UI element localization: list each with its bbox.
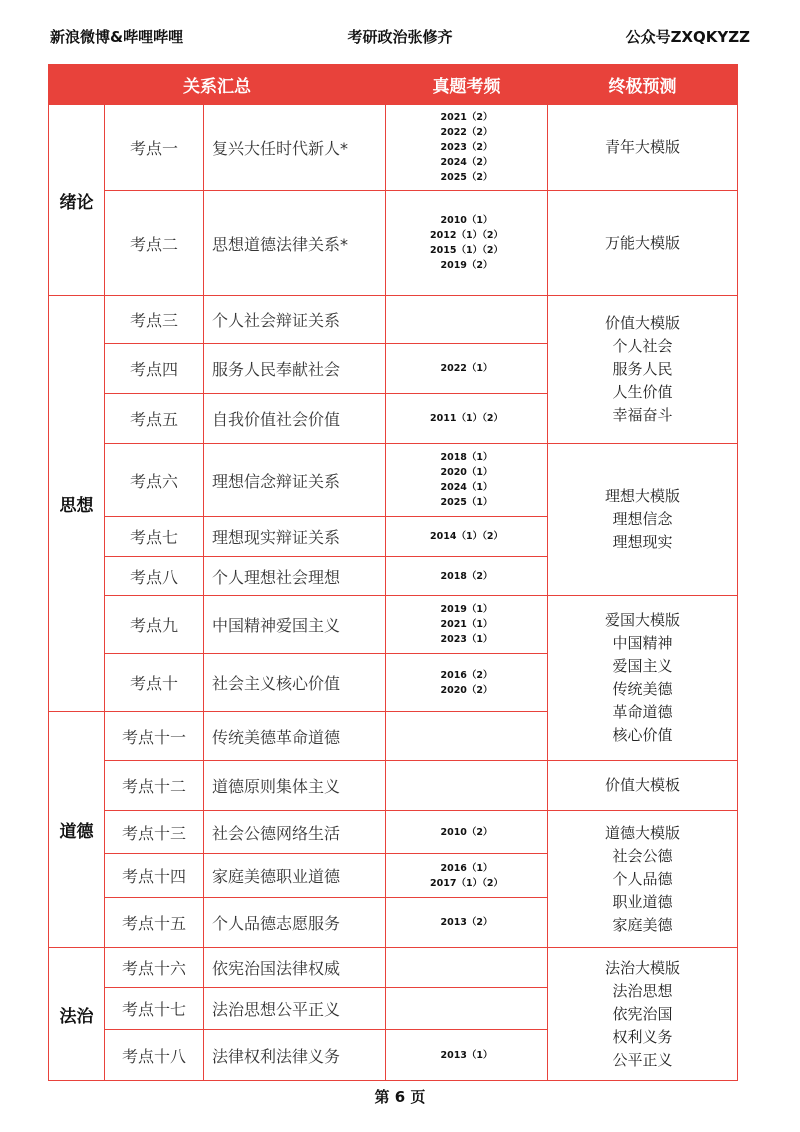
- exam-frequency-cell: [386, 557, 548, 596]
- prediction-line: 权利义务: [612, 1027, 673, 1046]
- topic-text: 法律权利法律义务: [204, 1030, 386, 1081]
- kaodian-label: 考点十八: [105, 1030, 204, 1081]
- exam-frequency-cell: [386, 105, 548, 191]
- prediction-cell: [548, 296, 738, 444]
- prediction-cell: [548, 948, 738, 1081]
- prediction-line: 理想大模版: [604, 487, 680, 505]
- prediction-cell: [548, 761, 738, 811]
- kaodian-label: 考点十一: [105, 712, 204, 761]
- frequency-line: 2012（1）（2）: [430, 230, 503, 241]
- prediction-line: 爱国主义: [612, 657, 673, 675]
- section-label: 绪论: [49, 105, 105, 296]
- prediction-line: 幸福奋斗: [612, 406, 673, 424]
- topic-text: 社会主义核心价值: [204, 654, 386, 712]
- prediction-line: 价值大模板: [604, 776, 680, 794]
- kaodian-label: 考点十二: [105, 761, 204, 811]
- header-right-text: 公众号ZXQKYZZ: [625, 28, 750, 46]
- frequency-line: 2025（1）: [440, 497, 493, 508]
- prediction-line: 核心价值: [612, 726, 673, 744]
- frequency-line: 2023（2）: [440, 142, 493, 153]
- prediction-line: 价值大模版: [604, 314, 680, 332]
- column-header-prediction: 终极预测: [548, 65, 738, 105]
- frequency-line: 2016（1）: [440, 862, 493, 874]
- topic-text: 复兴大任时代新人*: [204, 105, 386, 191]
- frequency-line: 2020（2）: [440, 684, 493, 696]
- frequency-line: 2025（2）: [440, 172, 493, 183]
- frequency-line: 2014（1）（2）: [430, 531, 503, 542]
- topic-text: 服务人民奉献社会: [204, 344, 386, 394]
- section-label: 道德: [49, 712, 105, 948]
- kaodian-label: 考点三: [105, 296, 204, 344]
- kaodian-label: 考点九: [105, 596, 204, 654]
- frequency-line: 2021（2）: [440, 112, 493, 123]
- kaodian-label: 考点四: [105, 344, 204, 394]
- exam-frequency-cell: [386, 761, 548, 811]
- prediction-line: 个人社会: [612, 337, 673, 355]
- frequency-line: 2024（1）: [440, 482, 493, 493]
- prediction-line: 道德大模版: [604, 823, 680, 842]
- prediction-line: 公平正义: [612, 1050, 673, 1069]
- table-row: [49, 948, 738, 988]
- kaodian-label: 考点十四: [105, 854, 204, 898]
- frequency-line: 2013（1）: [440, 1049, 493, 1061]
- exam-frequency-cell: [386, 1030, 548, 1081]
- table-row: [49, 191, 738, 296]
- section-label: 思想: [49, 296, 105, 712]
- exam-frequency-cell: [386, 444, 548, 517]
- page-number: 第 6 页: [374, 1088, 426, 1106]
- kaodian-label: 考点十六: [105, 948, 204, 988]
- topic-text: 自我价值社会价值: [204, 394, 386, 444]
- topic-text: 理想现实辩证关系: [204, 517, 386, 557]
- topic-text: 传统美德革命道德: [204, 712, 386, 761]
- prediction-line: 法治大模版: [604, 958, 680, 977]
- exam-frequency-cell: [386, 712, 548, 761]
- topic-text: 个人社会辩证关系: [204, 296, 386, 344]
- exam-frequency-cell: [386, 811, 548, 854]
- table-row: [49, 105, 738, 191]
- topic-text: 个人品德志愿服务: [204, 898, 386, 948]
- prediction-line: 人生价值: [612, 383, 673, 401]
- prediction-line: 法治思想: [612, 981, 673, 1000]
- topic-text: 思想道德法律关系*: [204, 191, 386, 296]
- prediction-cell: [548, 811, 738, 948]
- exam-frequency-cell: [386, 948, 548, 988]
- prediction-line: 万能大模版: [604, 233, 680, 252]
- prediction-cell: [548, 596, 738, 761]
- table-row: [49, 596, 738, 654]
- frequency-line: 2019（1）: [440, 604, 493, 615]
- table-header-row: [49, 65, 738, 105]
- summary-table: [48, 64, 738, 1081]
- prediction-line: 职业道德: [612, 892, 673, 911]
- exam-frequency-cell: [386, 296, 548, 344]
- topic-text: 中国精神爱国主义: [204, 596, 386, 654]
- frequency-line: 2013（2）: [440, 917, 493, 928]
- prediction-cell: [548, 105, 738, 191]
- prediction-line: 传统美德: [612, 680, 673, 698]
- prediction-line: 服务人民: [612, 360, 673, 378]
- exam-frequency-cell: [386, 988, 548, 1030]
- prediction-line: 依宪治国: [612, 1004, 673, 1023]
- frequency-line: 2010（2）: [440, 826, 493, 838]
- header-center-title: 考研政治张修齐: [347, 28, 453, 46]
- exam-frequency-cell: [386, 394, 548, 444]
- frequency-line: 2010（1）: [440, 215, 493, 226]
- topic-text: 法治思想公平正义: [204, 988, 386, 1030]
- table-row: [49, 811, 738, 854]
- exam-frequency-cell: [386, 654, 548, 712]
- frequency-line: 2011（1）（2）: [430, 413, 503, 424]
- column-header-relations: 关系汇总: [49, 65, 386, 105]
- topic-text: 个人理想社会理想: [204, 557, 386, 596]
- exam-frequency-cell: [386, 596, 548, 654]
- exam-frequency-cell: [386, 898, 548, 948]
- section-label: 法治: [49, 948, 105, 1081]
- prediction-line: 青年大模版: [604, 138, 680, 156]
- frequency-line: 2018（2）: [440, 570, 493, 582]
- topic-text: 社会公德网络生活: [204, 811, 386, 854]
- prediction-cell: [548, 444, 738, 596]
- prediction-line: 中国精神: [612, 634, 673, 652]
- kaodian-label: 考点一: [105, 105, 204, 191]
- table-row: [49, 444, 738, 517]
- topic-text: 依宪治国法律权威: [204, 948, 386, 988]
- prediction-line: 爱国大模版: [604, 611, 680, 629]
- table-row: [49, 761, 738, 811]
- kaodian-label: 考点六: [105, 444, 204, 517]
- topic-text: 理想信念辩证关系: [204, 444, 386, 517]
- exam-frequency-cell: [386, 517, 548, 557]
- frequency-line: 2022（1）: [440, 363, 493, 374]
- exam-frequency-cell: [386, 854, 548, 898]
- frequency-line: 2019（2）: [440, 260, 493, 271]
- kaodian-label: 考点五: [105, 394, 204, 444]
- prediction-cell: [548, 191, 738, 296]
- kaodian-label: 考点十五: [105, 898, 204, 948]
- prediction-line: 个人品德: [612, 869, 673, 888]
- prediction-line: 家庭美德: [612, 915, 673, 934]
- frequency-line: 2020（1）: [440, 467, 493, 478]
- exam-frequency-cell: [386, 191, 548, 296]
- kaodian-label: 考点十三: [105, 811, 204, 854]
- frequency-line: 2024（2）: [440, 157, 493, 168]
- prediction-line: 理想信念: [612, 510, 673, 528]
- frequency-line: 2018（1）: [440, 452, 493, 463]
- frequency-line: 2015（1）（2）: [430, 245, 503, 256]
- frequency-line: 2016（2）: [440, 669, 493, 681]
- kaodian-label: 考点八: [105, 557, 204, 596]
- topic-text: 道德原则集体主义: [204, 761, 386, 811]
- topic-text: 家庭美德职业道德: [204, 854, 386, 898]
- prediction-line: 革命道德: [612, 703, 673, 721]
- kaodian-label: 考点十: [105, 654, 204, 712]
- frequency-line: 2017（1）（2）: [430, 877, 503, 889]
- exam-frequency-cell: [386, 344, 548, 394]
- frequency-line: 2023（1）: [440, 634, 493, 645]
- prediction-line: 社会公德: [612, 846, 673, 865]
- frequency-line: 2022（2）: [440, 127, 493, 138]
- column-header-frequency: 真题考频: [386, 65, 548, 105]
- kaodian-label: 考点十七: [105, 988, 204, 1030]
- kaodian-label: 考点七: [105, 517, 204, 557]
- header-left-text: 新浪微博&哔哩哔哩: [50, 28, 184, 46]
- table-row: [49, 296, 738, 344]
- frequency-line: 2021（1）: [440, 619, 493, 630]
- prediction-line: 理想现实: [612, 533, 673, 551]
- kaodian-label: 考点二: [105, 191, 204, 296]
